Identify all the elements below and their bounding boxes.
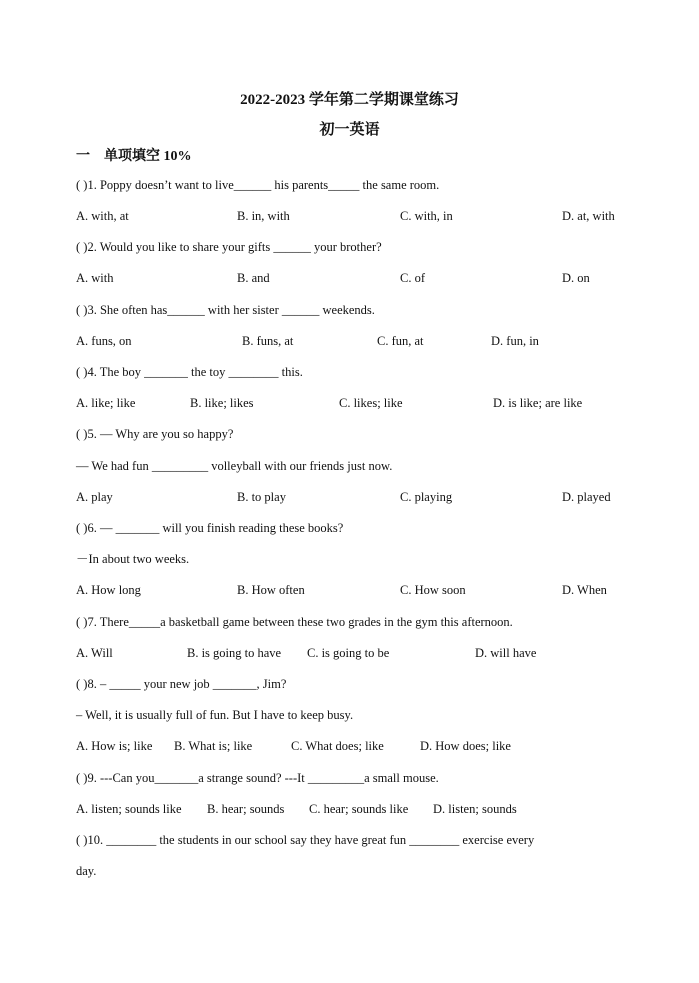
question-10-stem: ( )10. ________ the students in our school say they have great fun ________ exercise every: [76, 833, 535, 847]
question-3-option-d: D. fun, in: [491, 334, 539, 348]
question-4-option-a: A. like; like: [76, 396, 136, 410]
question-1-option-c: C. with, in: [400, 209, 453, 223]
question-5-option-c: C. playing: [400, 490, 453, 504]
question-1-option-b: B. in, with: [237, 209, 290, 223]
question-2-option-d: D. on: [562, 271, 590, 285]
worksheet-title: 2022-2023 学年第二学期课堂练习: [240, 92, 459, 108]
question-6-option-a: A. How long: [76, 583, 141, 597]
question-1-option-a: A. with, at: [76, 209, 129, 223]
question-7-option-a: A. Will: [76, 646, 113, 660]
question-7-option-d: D. will have: [475, 646, 537, 660]
question-9-option-c: C. hear; sounds like: [309, 802, 409, 816]
section-heading: [76, 145, 192, 165]
question-9-stem: ( )9. ---Can you_______a strange sound? ---It _________a small mouse.: [76, 771, 439, 785]
question-3-stem: ( )3. She often has______ with her sister ______ weekends.: [76, 303, 375, 317]
question-7-stem: ( )7. There_____a basketball game between these two grades in the gym this afternoon.: [76, 615, 513, 629]
question-4-option-b: B. like; likes: [190, 396, 254, 410]
question-5-option-b: B. to play: [237, 490, 286, 504]
worksheet-subtitle: 初一英语: [319, 122, 380, 138]
question-1-option-d: D. at, with: [562, 209, 615, 223]
question-8-option-b: B. What is; like: [174, 739, 253, 753]
question-8-option-c: C. What does; like: [291, 739, 384, 753]
question-8-option-a: A. How is; like: [76, 739, 153, 753]
question-8-stem: ( )8. – _____ your new job _______, Jim?: [76, 677, 287, 691]
question-1-stem: ( )1. Poppy doesn’t want to live______ his parents_____ the same room.: [76, 178, 440, 192]
question-10-stem-continued: day.: [76, 864, 97, 878]
question-5-stem-continued: — We had fun _________ volleyball with our friends just now.: [76, 459, 393, 473]
question-6-stem: ( )6. — _______ will you finish reading these books?: [76, 521, 344, 535]
question-3-option-c: C. fun, at: [377, 334, 424, 348]
question-4-stem: ( )4. The boy _______ the toy ________ this.: [76, 365, 303, 379]
question-2-option-a: A. with: [76, 271, 114, 285]
question-4-option-c: C. likes; like: [339, 396, 403, 410]
question-6-stem-continued: －In about two weeks.: [76, 552, 190, 566]
question-5-option-d: D. played: [562, 490, 611, 504]
question-2-stem: ( )2. Would you like to share your gifts ______ your brother?: [76, 240, 382, 254]
question-6-option-b: B. How often: [237, 583, 305, 597]
question-5-option-a: A. play: [76, 490, 113, 504]
question-2-option-b: B. and: [237, 271, 270, 285]
question-8-stem-continued: – Well, it is usually full of fun. But I have to keep busy.: [76, 708, 354, 722]
question-8-option-d: D. How does; like: [420, 739, 511, 753]
question-2-option-c: C. of: [400, 271, 425, 285]
section-number: 一: [76, 149, 90, 164]
question-3-option-b: B. funs, at: [242, 334, 294, 348]
question-3-option-a: A. funs, on: [76, 334, 132, 348]
question-6-option-d: D. When: [562, 583, 607, 597]
question-7-option-c: C. is going to be: [307, 646, 390, 660]
question-4-option-d: D. is like; are like: [493, 396, 583, 410]
question-9-option-d: D. listen; sounds: [433, 802, 517, 816]
question-9-option-b: B. hear; sounds: [207, 802, 285, 816]
question-9-option-a: A. listen; sounds like: [76, 802, 182, 816]
section-title: 单项填空 10%: [104, 149, 192, 164]
question-5-stem: ( )5. — Why are you so happy?: [76, 427, 234, 441]
question-7-option-b: B. is going to have: [187, 646, 282, 660]
question-6-option-c: C. How soon: [400, 583, 466, 597]
